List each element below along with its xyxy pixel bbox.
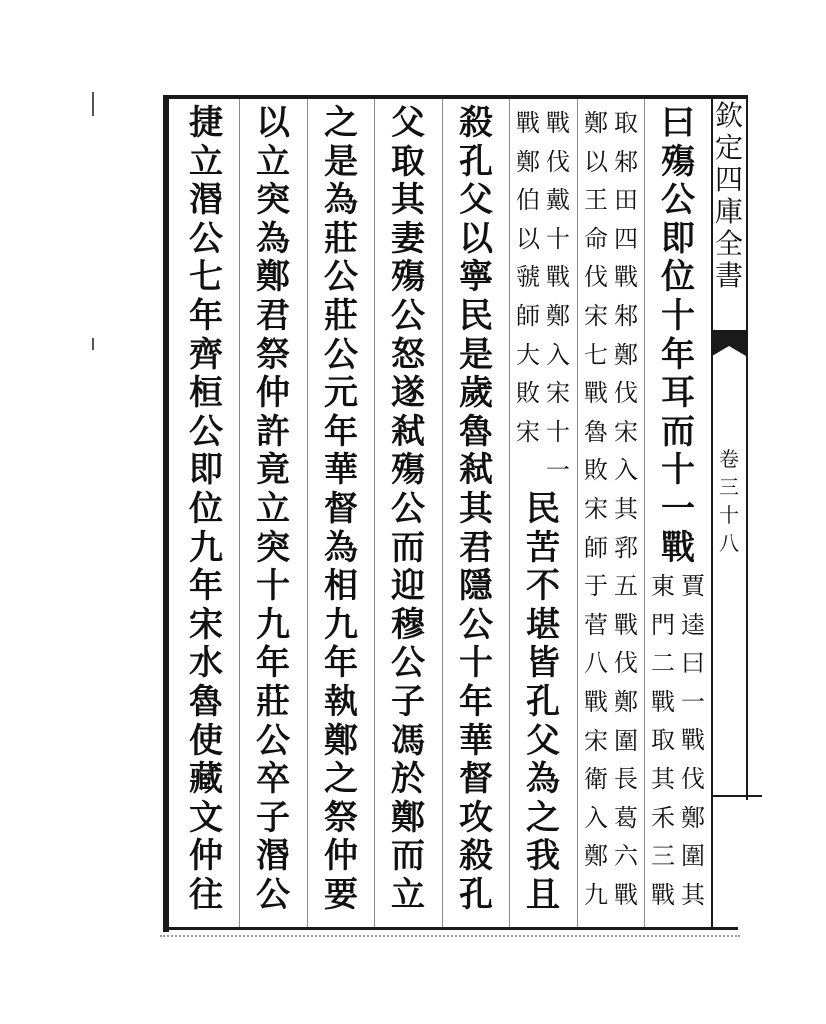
character: 其	[614, 494, 638, 523]
text-column-1-note-right	[678, 567, 708, 914]
character: 子	[256, 797, 290, 838]
character: 伐	[681, 764, 705, 793]
character: 伐	[584, 263, 608, 292]
character: 不	[526, 566, 560, 607]
character: 殺	[459, 103, 493, 143]
character: 鄭	[584, 109, 608, 137]
character: 圍	[681, 842, 705, 871]
character: 弒	[459, 450, 493, 491]
character: 我	[526, 836, 560, 877]
character: 四	[714, 163, 743, 196]
character: 伯	[516, 186, 540, 215]
character: 鄭	[614, 687, 638, 716]
character: 而	[391, 836, 425, 877]
character: 為	[324, 527, 358, 568]
character: 十	[256, 566, 290, 607]
character: 定	[714, 131, 743, 164]
character: 水	[189, 643, 223, 684]
character: 位	[661, 257, 695, 298]
character: 藏	[189, 759, 223, 800]
character: 十	[459, 643, 493, 684]
character: 郛	[614, 533, 638, 562]
character: 命	[584, 224, 608, 253]
character: 年	[256, 643, 290, 684]
character: 大	[516, 340, 540, 369]
character: 而	[661, 411, 695, 452]
character: 禾	[651, 803, 675, 832]
margin-end-mark	[712, 795, 762, 797]
character: 鄭	[584, 842, 608, 871]
character: 突	[256, 180, 290, 221]
character: 祭	[256, 334, 290, 375]
character: 戰	[546, 263, 570, 292]
character: 宋	[584, 726, 608, 755]
character: 弒	[391, 411, 425, 452]
character: 戰	[681, 726, 705, 755]
character: 五	[614, 572, 638, 601]
character: 師	[516, 301, 540, 330]
character: 菅	[584, 610, 608, 639]
character: 突	[256, 527, 290, 568]
character: 九	[584, 880, 608, 909]
character: 為	[324, 180, 358, 221]
character: 戰	[661, 527, 695, 568]
character: 莊	[324, 295, 358, 336]
character: 邾	[614, 301, 638, 330]
character: 孔	[526, 681, 560, 722]
text-column-2-note-left	[581, 104, 611, 914]
character: 立	[391, 874, 425, 915]
character: 歲	[459, 373, 493, 414]
character: 伐	[614, 379, 638, 408]
character: 長	[614, 765, 638, 794]
character: 逵	[681, 610, 705, 639]
column-separator	[239, 99, 240, 927]
character: 戰	[614, 610, 638, 639]
character: 華	[324, 450, 358, 491]
character: 一	[681, 687, 705, 716]
character: 宋	[584, 494, 608, 523]
character: 戰	[614, 880, 638, 909]
character: 鄭	[324, 720, 358, 761]
character: 十	[661, 295, 695, 336]
character: 即	[661, 218, 695, 259]
text-column-3-note-left	[513, 104, 543, 451]
character: 年	[459, 681, 493, 722]
character: 葛	[614, 803, 638, 832]
character: 仲	[324, 836, 358, 877]
text-column-3-main	[521, 490, 565, 915]
column-separator	[509, 99, 510, 927]
character: 其	[651, 764, 675, 793]
text-column-1-main	[656, 104, 700, 567]
character: 孔	[459, 874, 493, 915]
character: 公	[189, 411, 223, 452]
text-column-2-note-right	[611, 104, 641, 914]
character: 年	[189, 566, 223, 607]
character: 公	[324, 257, 358, 298]
character: 欽	[714, 99, 743, 132]
character: 父	[526, 720, 560, 761]
character: 文	[189, 797, 223, 838]
character: 穆	[391, 604, 425, 645]
character: 使	[189, 720, 223, 761]
character: 邾	[614, 147, 638, 176]
character: 子	[391, 681, 425, 722]
character: 且	[526, 874, 560, 915]
character: 鄭	[256, 257, 290, 298]
character: 二	[651, 649, 675, 678]
character: 取	[651, 726, 675, 755]
character: 為	[256, 218, 290, 259]
character: 湣	[256, 836, 290, 877]
text-column-6	[319, 104, 363, 914]
character: 伐	[546, 147, 570, 176]
character: 十	[719, 503, 739, 527]
character: 公	[661, 180, 695, 221]
character: 十	[546, 224, 570, 253]
character: 戰	[546, 109, 570, 137]
character: 殤	[661, 141, 695, 182]
fishtail-mark	[712, 330, 746, 358]
character: 敗	[516, 379, 540, 408]
text-column-5	[386, 104, 430, 914]
character: 而	[391, 527, 425, 568]
character: 一	[546, 456, 570, 485]
character: 戴	[546, 186, 570, 215]
character: 之	[324, 103, 358, 143]
character: 苦	[526, 527, 560, 568]
character: 殺	[459, 836, 493, 877]
character: 督	[324, 488, 358, 529]
character: 宋	[516, 417, 540, 446]
character: 華	[459, 720, 493, 761]
character: 皆	[526, 643, 560, 684]
character: 公	[459, 604, 493, 645]
column-separator	[577, 99, 578, 927]
character: 祭	[324, 797, 358, 838]
character: 十	[546, 417, 570, 446]
character: 父	[391, 103, 425, 143]
character: 仲	[256, 373, 290, 414]
character: 公	[256, 720, 290, 761]
character: 入	[584, 803, 608, 832]
character: 攻	[459, 797, 493, 838]
character: 取	[614, 109, 638, 137]
character: 要	[324, 874, 358, 915]
character: 年	[324, 411, 358, 452]
character: 迎	[391, 566, 425, 607]
character: 捷	[189, 103, 223, 143]
character: 鄭	[681, 803, 705, 832]
character: 三	[719, 475, 739, 499]
character: 庫	[714, 195, 743, 228]
character: 以	[516, 224, 540, 253]
column-separator	[644, 99, 645, 927]
character: 入	[614, 456, 638, 485]
character: 其	[681, 880, 705, 909]
character: 怒	[391, 334, 425, 375]
character: 九	[324, 604, 358, 645]
character: 魯	[189, 681, 223, 722]
character: 三	[651, 842, 675, 871]
character: 堪	[526, 604, 560, 645]
character: 師	[584, 533, 608, 562]
character: 為	[526, 759, 560, 800]
character: 立	[256, 488, 290, 529]
frame-border-left	[163, 95, 169, 932]
character: 戰	[651, 880, 675, 909]
character: 君	[459, 527, 493, 568]
character: 民	[526, 489, 560, 529]
character: 八	[584, 649, 608, 678]
character: 是	[459, 334, 493, 375]
character: 四	[614, 224, 638, 253]
character: 取	[391, 141, 425, 182]
character: 戰	[584, 379, 608, 408]
character: 於	[391, 759, 425, 800]
character: 公	[324, 334, 358, 375]
character: 宋	[584, 301, 608, 330]
character: 仲	[189, 836, 223, 877]
character: 十	[661, 450, 695, 491]
character: 齊	[189, 334, 223, 375]
character: 往	[189, 874, 223, 915]
character: 魯	[584, 417, 608, 446]
text-column-8	[184, 104, 228, 914]
frame-border-bottom	[163, 927, 738, 930]
character: 戰	[584, 687, 608, 716]
character: 殤	[391, 450, 425, 491]
column-separator	[374, 99, 375, 927]
character: 公	[189, 218, 223, 259]
character: 虢	[516, 263, 540, 292]
character: 督	[459, 759, 493, 800]
character: 年	[324, 643, 358, 684]
character: 卒	[256, 759, 290, 800]
scan-mark-top	[92, 92, 94, 116]
character: 桓	[189, 373, 223, 414]
character: 宋	[614, 417, 638, 446]
character: 其	[391, 180, 425, 221]
character: 公	[256, 874, 290, 915]
character: 宋	[189, 604, 223, 645]
character: 隱	[459, 566, 493, 607]
character: 鄭	[546, 301, 570, 330]
text-column-3-note-right	[543, 104, 573, 490]
character: 孔	[459, 141, 493, 182]
column-separator	[307, 99, 308, 927]
column-separator	[442, 99, 443, 927]
character: 宋	[546, 379, 570, 408]
character: 鄭	[614, 340, 638, 369]
character: 曰	[681, 649, 705, 678]
character: 許	[256, 411, 290, 452]
frame-border-top	[163, 95, 748, 99]
character: 九	[189, 527, 223, 568]
character: 湣	[189, 180, 223, 221]
character: 戰	[516, 109, 540, 137]
character: 父	[459, 180, 493, 221]
character: 伐	[614, 649, 638, 678]
character: 馮	[391, 720, 425, 761]
character: 以	[584, 147, 608, 176]
character: 公	[391, 643, 425, 684]
character: 全	[714, 227, 743, 260]
character: 殤	[391, 257, 425, 298]
character: 位	[189, 488, 223, 529]
character: 年	[661, 334, 695, 375]
character: 之	[526, 797, 560, 838]
character: 戰	[614, 263, 638, 292]
character: 書	[714, 259, 743, 292]
character: 之	[324, 759, 358, 800]
character: 東	[651, 572, 675, 600]
character: 寧	[459, 257, 493, 298]
character: 田	[614, 186, 638, 215]
margin-book-title	[713, 100, 745, 292]
scan-mark-middle	[92, 338, 94, 350]
character: 莊	[324, 218, 358, 259]
character: 門	[651, 610, 675, 639]
character: 莊	[256, 681, 290, 722]
character: 戰	[651, 687, 675, 716]
character: 竟	[256, 450, 290, 491]
character: 于	[584, 572, 608, 601]
character: 立	[189, 141, 223, 182]
character: 妻	[391, 218, 425, 259]
character: 曰	[661, 103, 695, 143]
character: 鄭	[391, 797, 425, 838]
character: 衛	[584, 765, 608, 794]
character: 耳	[661, 373, 695, 414]
character: 王	[584, 186, 608, 215]
text-column-4	[454, 104, 498, 914]
character: 君	[256, 295, 290, 336]
text-column-1-note-left	[648, 567, 678, 914]
character: 相	[324, 566, 358, 607]
bottom-bleed-line	[160, 935, 740, 937]
character: 其	[459, 488, 493, 529]
margin-volume-number	[716, 445, 742, 557]
character: 立	[256, 141, 290, 182]
character: 是	[324, 141, 358, 182]
character: 八	[719, 531, 739, 555]
character: 卷	[719, 447, 739, 471]
character: 入	[546, 340, 570, 369]
text-column-7	[251, 104, 295, 914]
character: 公	[391, 488, 425, 529]
character: 公	[391, 295, 425, 336]
character: 以	[256, 103, 290, 143]
character: 賈	[681, 572, 705, 600]
character: 執	[324, 681, 358, 722]
character: 即	[189, 450, 223, 491]
character: 敗	[584, 456, 608, 485]
character: 年	[189, 295, 223, 336]
character: 九	[256, 604, 290, 645]
character: 七	[189, 257, 223, 298]
character: 七	[584, 340, 608, 369]
character: 鄭	[516, 147, 540, 176]
character: 民	[459, 295, 493, 336]
character: 元	[324, 373, 358, 414]
character: 一	[661, 488, 695, 529]
margin-outer-line	[746, 95, 748, 800]
character: 圍	[614, 726, 638, 755]
character: 六	[614, 842, 638, 871]
character: 魯	[459, 411, 493, 452]
character: 遂	[391, 373, 425, 414]
character: 以	[459, 218, 493, 259]
